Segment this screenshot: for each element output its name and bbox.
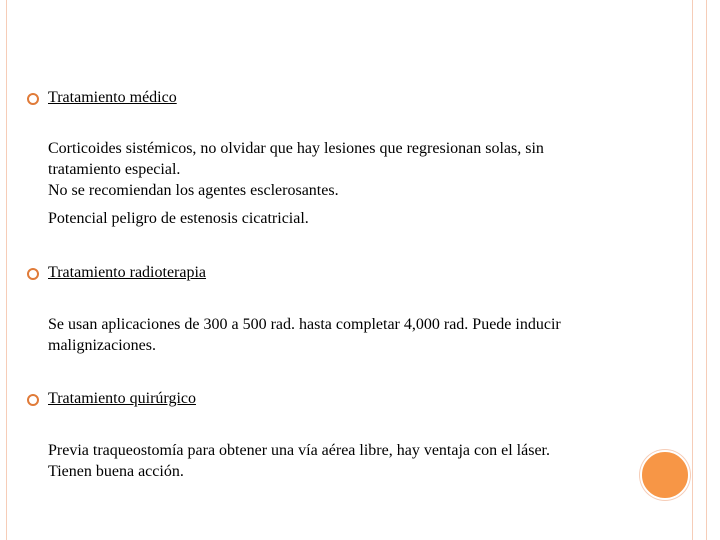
- bullet-icon: [26, 267, 40, 281]
- frame-line-left: [6, 0, 7, 540]
- frame-line-right-outer: [706, 0, 707, 540]
- section-body-medico-4: Potencial peligro de estenosis cicatricial.: [48, 210, 309, 227]
- section-body-quirurgico-2: Tienen buena acción.: [48, 463, 184, 480]
- section-body-radioterapia-1: Se usan aplicaciones de 300 a 500 rad. hasta completar 4,000 rad. Puede inducir: [48, 316, 561, 333]
- section-heading-medico: Tratamiento médico: [48, 89, 177, 106]
- bullet-icon: [26, 92, 40, 106]
- section-body-quirurgico-1: Previa traqueostomía para obtener una vía aérea libre, hay ventaja con el láser.: [48, 442, 550, 459]
- section-body-medico-1: Corticoides sistémicos, no olvidar que hay lesiones que regresionan solas, sin: [48, 140, 544, 157]
- section-body-medico-2: tratamiento especial.: [48, 161, 181, 178]
- section-body-medico-3: No se recomiendan los agentes esclerosantes.: [48, 182, 339, 199]
- section-heading-quirurgico: Tratamiento quirúrgico: [48, 390, 196, 407]
- frame-line-right-inner: [692, 0, 693, 540]
- section-heading-radioterapia: Tratamiento radioterapia: [48, 264, 207, 281]
- section-body-radioterapia-2: malignizaciones.: [48, 337, 156, 354]
- bullet-icon: [26, 393, 40, 407]
